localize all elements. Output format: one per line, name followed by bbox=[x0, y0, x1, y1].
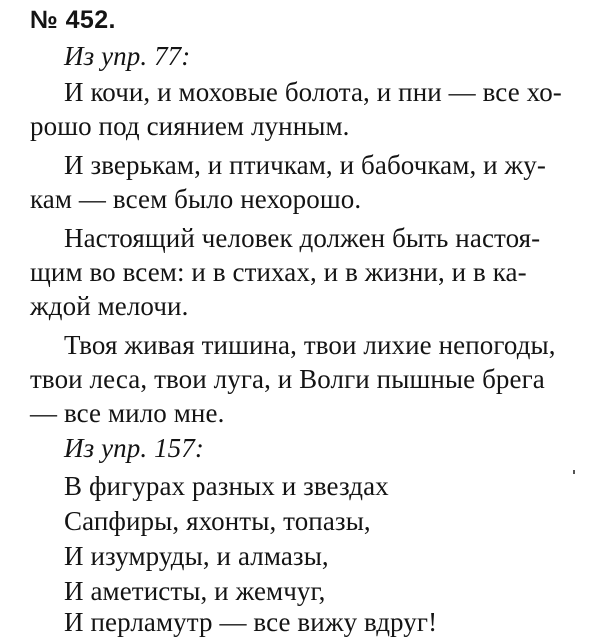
paragraph-2-line-1: И зверькам, и птичкам, и бабочкам, и жу- bbox=[64, 150, 546, 180]
paragraph-4-line-1: Твоя живая тишина, твои лихие непогоды, bbox=[64, 330, 556, 360]
paragraph-3-line-2: щим во всем: и в стихах, и в жизни, и в ка- bbox=[30, 257, 527, 287]
verse-line-5: И перламутр — все вижу вдруг! bbox=[64, 607, 438, 637]
paragraph-4-line-3: — все мило мне. bbox=[30, 398, 225, 428]
exercise-number: № 452. bbox=[30, 6, 116, 34]
source-reference-157: Из упр. 157: bbox=[64, 433, 204, 463]
paragraph-1-line-1: И кочи, и моховые болота, и пни — все хо- bbox=[64, 77, 562, 107]
paragraph-4-line-2: твои леса, твои луга, и Волги пышные брега bbox=[30, 364, 545, 394]
paragraph-1-line-2: рошо под сиянием лунным. bbox=[30, 111, 350, 141]
verse-line-2: Сапфиры, яхонты, топазы, bbox=[64, 506, 371, 536]
scan-speck bbox=[573, 470, 575, 474]
paragraph-3-line-3: ждой мелочи. bbox=[30, 291, 189, 321]
paragraph-3-line-1: Настоящий человек должен быть настоя- bbox=[64, 223, 541, 253]
verse-line-4: И аметисты, и жемчуг, bbox=[64, 576, 326, 606]
verse-line-3: И изумруды, и алмазы, bbox=[64, 541, 329, 571]
source-reference-77: Из упр. 77: bbox=[64, 41, 191, 71]
paragraph-2-line-2: кам — всем было нехорошо. bbox=[30, 184, 362, 214]
verse-line-1: В фигурах разных и звездах bbox=[64, 471, 389, 501]
